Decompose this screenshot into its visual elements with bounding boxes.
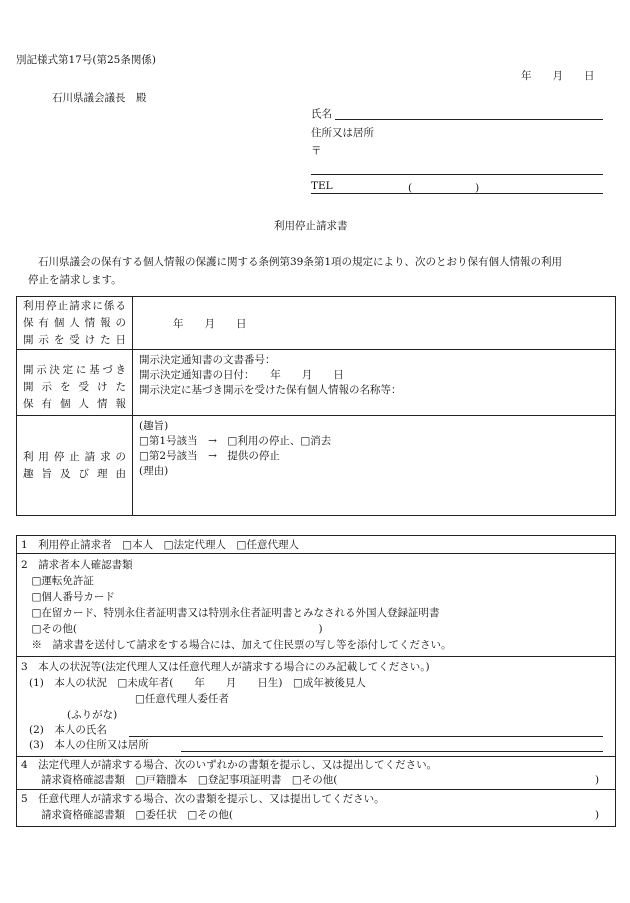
- disclosed-info-label-cell: [17, 350, 133, 416]
- applicant-name-label: 氏名: [311, 108, 332, 120]
- disclosed-info-label-1: 開示決定に基づき: [23, 364, 126, 376]
- postal-mark: 〒: [311, 145, 322, 157]
- received-date-value: 年 月 日: [173, 318, 247, 330]
- disclosed-info-value-cell[interactable]: [133, 350, 616, 416]
- furigana-label: (ふりがな): [67, 709, 118, 721]
- principal-address-line[interactable]: [181, 738, 603, 752]
- divider-3: [17, 756, 615, 757]
- notice-document-number: 開示決定通知書の文書番号：: [139, 354, 276, 366]
- received-date-label-2: 保有個人情報の: [23, 317, 126, 329]
- addressee: 石川県議会議長 殿: [52, 92, 147, 104]
- tel-label: TEL: [311, 180, 333, 192]
- intro-line-2: 停止を請求します。: [28, 274, 122, 286]
- principal-status-delegator[interactable]: □任意代理人委任者: [135, 693, 229, 705]
- purpose-value-cell[interactable]: [133, 416, 616, 516]
- principal-status[interactable]: (1) 本人の状況 □未成年者( 年 月 日生) □成年被後見人: [29, 677, 366, 689]
- section-1-requester[interactable]: 1 利用停止請求者 □本人 □法定代理人 □任意代理人: [21, 539, 299, 551]
- purpose-item-2[interactable]: □第2号該当 → 提供の停止: [139, 450, 280, 462]
- purpose-label-2: 趣旨及び理由: [23, 468, 126, 480]
- principal-name-line[interactable]: [129, 723, 603, 737]
- submit-date: 年 月 日: [521, 70, 595, 82]
- principal-address-label: (3) 本人の住所又は居所: [29, 739, 149, 751]
- document-title: 利用停止請求書: [274, 220, 348, 232]
- intro-line-1: 石川県議会の保有する個人情報の保護に関する条例第39条第1項の規定により、次のとおり保有個人情報の利用: [38, 256, 563, 268]
- notice-date: 開示決定通知書の日付： 年 月 日: [139, 369, 344, 381]
- applicant-name-line[interactable]: [335, 106, 603, 120]
- disclosed-info-label-3: 保有個人情報: [23, 398, 126, 410]
- disclosed-info-name: 開示決定に基づき開示を受けた保有個人情報の名称等：: [139, 384, 402, 396]
- voluntary-agent-documents-close: ): [595, 809, 600, 821]
- tel-paren: ( ): [408, 182, 480, 194]
- principal-name-label: (2) 本人の氏名: [29, 724, 107, 736]
- section-4-heading: 4 法定代理人が請求する場合、次のいずれかの書類を提示し、又は提出してください。: [21, 759, 438, 771]
- divider-1: [17, 553, 615, 554]
- tel-line[interactable]: [311, 180, 603, 194]
- received-date-label-3: 開示を受けた日: [23, 334, 126, 346]
- id-mail-note: ※ 請求書を送付して請求をする場合には、加えて住民票の写し等を添付してください。: [21, 639, 452, 651]
- purpose-heading: (趣旨): [139, 420, 169, 432]
- id-drivers-license[interactable]: □運転免許証: [21, 575, 94, 587]
- form-label: 別記様式第17号(第25条関係): [16, 54, 156, 66]
- section-3-heading: 3 本人の状況等(法定代理人又は任意代理人が請求する場合にのみ記載してください。): [21, 661, 430, 673]
- disclosed-info-label-2: 開示を受けた: [23, 381, 126, 393]
- received-date-value-cell[interactable]: [133, 297, 616, 350]
- divider-4: [17, 789, 615, 790]
- purpose-label-1: 利用停止請求の: [23, 451, 126, 463]
- legal-agent-documents[interactable]: 請求資格確認書類 □戸籍謄本 □登記事項証明書 □その他(: [41, 774, 338, 786]
- received-date-label-cell: [17, 297, 133, 350]
- divider-2: [17, 656, 615, 657]
- applicant-address-line[interactable]: [311, 160, 603, 175]
- request-table: [16, 296, 616, 516]
- id-my-number-card[interactable]: □個人番号カード: [21, 591, 115, 603]
- applicant-address-label: 住所又は居所: [311, 127, 374, 139]
- purpose-label-cell: [17, 416, 133, 516]
- legal-agent-documents-close: ): [595, 774, 600, 786]
- id-residence-card[interactable]: □在留カード、特別永住者証明書又は特別永住者証明書とみなされる外国人登録証明書: [21, 607, 440, 619]
- requester-box: [16, 535, 616, 827]
- purpose-item-1[interactable]: □第1号該当 → □利用の停止、□消去: [139, 435, 332, 447]
- section-2-heading: 2 請求者本人確認書類: [21, 559, 133, 571]
- received-date-label-1: 利用停止請求に係る: [23, 300, 126, 312]
- reason-heading: (理由): [139, 465, 169, 477]
- section-5-heading: 5 任意代理人が請求する場合、次の書類を提示し、又は提出してください。: [21, 793, 385, 805]
- id-other[interactable]: □その他( ): [21, 623, 323, 635]
- voluntary-agent-documents[interactable]: 請求資格確認書類 □委任状 □その他(: [41, 809, 233, 821]
